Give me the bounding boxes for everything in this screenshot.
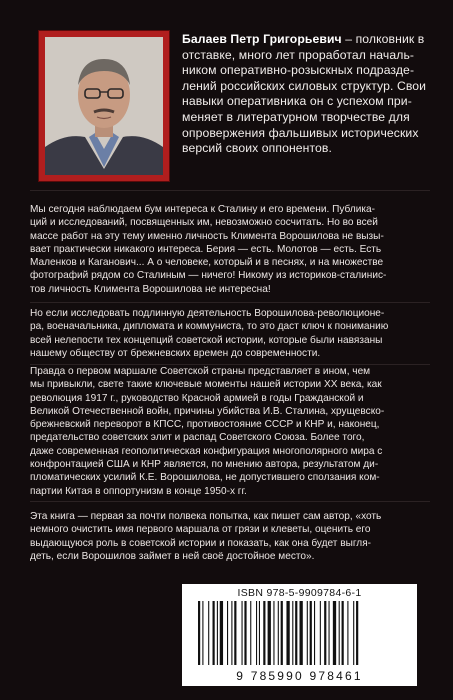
- blurb-line: предательство советских элит и распад Советского Союза. Более того,: [30, 432, 365, 444]
- author-portrait-image: [45, 37, 163, 175]
- barcode-bar: [281, 601, 283, 665]
- blurb-line: брежневский переворот в КПСС, противостояние СССР и КНР и, наконец,: [30, 419, 380, 431]
- barcode-digits: 9 785990 978461: [236, 669, 363, 683]
- blurb-paragraph-1: [30, 203, 428, 296]
- author-bio-line: – полковник в: [341, 32, 425, 46]
- barcode-bar: [329, 601, 330, 665]
- blurb-line: Правда о первом маршале Советской страны представляет в ином, чем: [30, 366, 371, 377]
- blurb-line: пломатических усилий К.Е. Ворошилова, не допустившего сползания ком-: [30, 472, 380, 484]
- divider: [30, 302, 430, 303]
- blurb-line: партии Китая в оппортунизм в конце 1950-х гг.: [30, 485, 247, 497]
- blurb-line: Мы сегодня наблюдаем бум интереса к Сталину и его времени. Публика-: [30, 204, 375, 215]
- divider: [30, 501, 430, 502]
- barcode-bar: [227, 601, 228, 665]
- blurb-line: немного очистить имя первого маршала от грязи и клеветы, оценить его: [30, 524, 371, 536]
- barcode-bars: [196, 601, 403, 669]
- barcode-bar: [333, 601, 336, 665]
- barcode-bar: [310, 601, 312, 665]
- blurb-paragraph-2: [30, 307, 428, 360]
- author-name: Балаев Петр Григорьевич: [182, 32, 342, 46]
- barcode-bar: [217, 601, 218, 665]
- blurb-line: фотографий рядом со Сталиным — ничего! Никому из историков-сталинис-: [30, 270, 387, 282]
- barcode-bar: [286, 601, 289, 665]
- blurb-line: вает практически никакого интереса. Берия — есть. Молотов — есть. Есть: [30, 243, 382, 255]
- author-bio-line: меняет в литературном творчестве для: [182, 109, 410, 124]
- author-bio-line: отставке, много лет проработал началь-: [182, 47, 415, 62]
- barcode-bar: [339, 601, 340, 665]
- barcode-bar: [292, 601, 293, 665]
- barcode-bar: [231, 601, 232, 665]
- blurb-line: Но если исследовать подлинную деятельность Ворошилова-революционе-: [30, 308, 385, 319]
- blurb-paragraph-3: [30, 365, 428, 498]
- author-bio-line: ником оперативно-розыскных подразде-: [182, 63, 415, 78]
- barcode-bar: [234, 601, 236, 665]
- blurb-line: революция 1917 г., руководство Красной армией в годы Гражданской и: [30, 392, 364, 404]
- barcode-bar: [353, 601, 354, 665]
- barcode-bar: [273, 601, 274, 665]
- barcode-bar: [256, 601, 257, 665]
- blurb-line: конфронтацией США и КНР является, по мнению автора, результатом ди-: [30, 459, 379, 471]
- author-bio-line: лений российских силовых структур. Свои: [182, 78, 427, 93]
- barcode-bar: [244, 601, 246, 665]
- blurb-paragraph-4: [30, 510, 428, 563]
- barcode-bar: [356, 601, 358, 665]
- author-bio: [182, 32, 427, 157]
- barcode-bar: [347, 601, 348, 665]
- barcode-bar: [307, 601, 308, 665]
- blurb-line: Маленков и Каганович... А о человеке, который и в песнях, и на множестве: [30, 257, 384, 269]
- isbn-label: ISBN 978-5-9909784-6-1: [237, 587, 362, 599]
- barcode-bar: [300, 601, 303, 665]
- blurb-line: всей нелепости тех концепций советской истории, которые были навязаны: [30, 334, 383, 346]
- blurb-line: деть, если Ворошилов займет в ней своё достойное место».: [30, 550, 315, 562]
- blurb-line: ра, военачальника, дипломата и коммуниста, то это даст ключ к пониманию: [30, 321, 389, 333]
- barcode-bar: [295, 601, 297, 665]
- barcode-bar: [250, 601, 251, 665]
- barcode-bar: [320, 601, 321, 665]
- barcode-bar: [263, 601, 265, 665]
- barcode-bar: [278, 601, 279, 665]
- barcode-bar: [242, 601, 243, 665]
- isbn-barcode: [182, 584, 417, 686]
- barcode-bar: [198, 601, 200, 665]
- barcode-bar: [342, 601, 344, 665]
- barcode-bar: [202, 601, 203, 665]
- blurb-line: нашему обществу от брежневских времен до современности.: [30, 347, 321, 359]
- divider: [30, 190, 430, 191]
- barcode-bar: [314, 601, 315, 665]
- author-photo-frame: [38, 30, 170, 182]
- barcode-bar: [208, 601, 209, 665]
- blurb-line: ций и исследований, посвященных им, невозможно сосчитать. Но во всей: [30, 217, 378, 229]
- author-bio-line: опровержения фальшивых исторических: [182, 125, 419, 140]
- barcode-bar: [324, 601, 326, 665]
- author-photo: [45, 37, 163, 175]
- author-bio-line: версий своих оппонентов.: [182, 141, 332, 156]
- blurb-line: даже современная геополитическая конфигурация многополярного мира с: [30, 445, 383, 457]
- barcode-bar: [259, 601, 260, 665]
- blurb-line: Великой Отечественной войн, причины убийства И.В. Сталина, хрущевско-: [30, 405, 385, 417]
- blurb-line: тов личность Климента Ворошилова не интересна!: [30, 283, 271, 295]
- blurb-line: выдающуюся роль в советской истории и показать, как она будет выгля-: [30, 537, 372, 549]
- blurb-line: массе работ на эту тему именно личность Климента Ворошилова не вызы-: [30, 230, 384, 242]
- barcode-bar: [213, 601, 215, 665]
- barcode-bar: [268, 601, 271, 665]
- blurb-line: Эта книга — первая за почти полвека попытка, как пишет сам автор, «хоть: [30, 511, 382, 522]
- blurb-line: мы привыкли, свете такие ключевые моменты нашей истории XX века, как: [30, 379, 382, 391]
- author-bio-line: навыки оперативника он с успехом при-: [182, 94, 412, 109]
- barcode-bar: [220, 601, 223, 665]
